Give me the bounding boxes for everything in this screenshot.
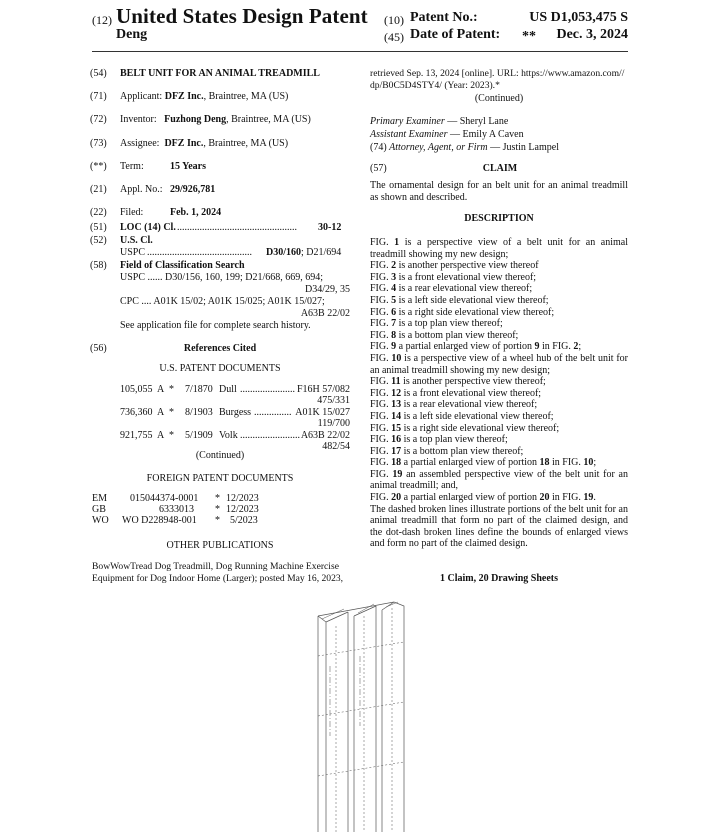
- fig-desc: FIG. 16 is a top plan view thereof;: [370, 434, 508, 446]
- primary-examiner-name: — Sheryl Lane: [444, 116, 509, 127]
- filed-label: Filed:: [120, 207, 144, 218]
- us-doc-row: [120, 384, 153, 395]
- drawing-dashed-lines: [318, 608, 404, 832]
- field-cpc: CPC .... A01K 15/02; A01K 15/025; A01K 15/027;: [120, 296, 325, 307]
- us-doc-no: 921,755: [120, 430, 153, 441]
- fig-desc: FIG. 2 is another perspective view thereof: [370, 260, 539, 272]
- uscl-secondary: ; D21/694: [301, 247, 342, 258]
- retrieved-line-1: retrieved Sep. 13, 2024 [online]. URL: https://www.amazon.com//: [370, 68, 625, 79]
- dashed-lines-note: The dashed broken lines illustrate portions of the belt unit for an animal treadmill that form no part of the claimed design, and the dot-dash broken lines define the bounds of enlarged views and form no part of the claimed design.: [370, 503, 628, 550]
- description-heading: DESCRIPTION: [464, 213, 534, 224]
- patent-no-num: (10): [384, 13, 404, 27]
- us-doc-star: *: [169, 407, 174, 418]
- term-code: (**): [90, 161, 107, 172]
- us-doc-no: 736,360: [120, 407, 153, 418]
- us-doc-date: 5/1909: [185, 430, 213, 441]
- other-pubs-label: OTHER PUBLICATIONS: [166, 540, 274, 551]
- uscl-label: U.S. Cl.: [120, 235, 153, 246]
- assignee-location: , Braintree, MA (US): [203, 138, 289, 149]
- assignee-name: DFZ Inc.: [164, 138, 204, 149]
- kind-code-num: (12): [92, 13, 112, 27]
- belt-unit-drawing: [300, 596, 420, 832]
- fig-desc: FIG. 5 is a left side elevational view thereof;: [370, 294, 549, 306]
- attorney-name: — Justin Lampel: [487, 142, 559, 153]
- applicant-line: [120, 91, 288, 102]
- us-doc-kind: A: [157, 384, 165, 395]
- uscl-primary: D30/160: [266, 247, 301, 258]
- field-see: See application file for complete search history.: [120, 320, 311, 331]
- other-pub-line-1: BowWowTread Dog Treadmill, Dog Running Machine Exercise: [92, 561, 339, 572]
- filed-code: (22): [90, 207, 107, 218]
- us-doc-star: *: [169, 430, 174, 441]
- appl-code: (21): [90, 184, 107, 195]
- other-pub-line-2: Equipment for Dog Indoor Home (Larger); posted May 16, 2023,: [92, 573, 344, 584]
- drawing-top-edge: [322, 602, 398, 619]
- patent-no-label: Patent No.:: [410, 10, 478, 25]
- foreign-doc-date: 5/2023: [230, 515, 258, 526]
- us-doc-dots: ........................: [240, 430, 300, 441]
- assignee-code: (73): [90, 138, 107, 149]
- header-rule: [92, 51, 628, 52]
- attorney-code: (74): [370, 142, 390, 153]
- claim-heading: CLAIM: [482, 163, 518, 174]
- pubs-continued: (Continued): [474, 93, 524, 104]
- us-doc-class: A63B 22/02: [300, 430, 350, 441]
- us-doc-name: Burgess: [219, 407, 252, 418]
- assistant-examiner-label: Assistant Examiner: [370, 129, 448, 140]
- fig-desc: FIG. 10 is a perspective view of a wheel hub of the belt unit for an animal treadmill showing my new design;: [370, 352, 629, 376]
- us-doc-name: Dull: [219, 384, 237, 395]
- fig-desc: FIG. 11 is another perspective view thereof;: [370, 376, 546, 388]
- appl-label: Appl. No.:: [120, 184, 163, 195]
- foreign-doc-date: 12/2023: [226, 493, 259, 504]
- inventor-location: , Braintree, MA (US): [226, 114, 311, 125]
- attorney: [370, 142, 559, 153]
- claims-sheets-count: 1 Claim, 20 Drawing Sheets: [439, 573, 559, 584]
- attorney-label: Attorney, Agent, or Firm: [389, 142, 488, 153]
- fig-desc: FIG. 8 is a bottom plan view thereof;: [370, 329, 519, 341]
- fig-desc: FIG. 19 an assembled perspective view of the belt unit for an animal treadmill; and,: [370, 468, 628, 492]
- assistant-examiner: [370, 129, 524, 140]
- field-cpc-cont: A63B 22/02: [300, 308, 350, 319]
- assistant-examiner-name: — Emily A Caven: [447, 129, 524, 140]
- primary-examiner-label: Primary Examiner: [370, 116, 445, 127]
- inventor-code: (72): [90, 114, 107, 125]
- uscl-code: (52): [90, 235, 107, 246]
- applicant-name: DFZ Inc.: [164, 91, 204, 102]
- retrieved-line-2: dp/B0C5D4STY4/ (Year: 2023).*: [370, 80, 500, 91]
- us-doc-kind: A: [157, 407, 165, 418]
- refs-label: References Cited: [183, 343, 257, 354]
- us-doc-date: 8/1903: [185, 407, 213, 418]
- us-doc-class2: 475/331: [317, 395, 350, 406]
- fig-desc: FIG. 17 is a bottom plan view thereof;: [370, 445, 524, 457]
- us-doc-class: A01K 15/027: [295, 407, 350, 418]
- us-doc-dots: ......................: [240, 384, 295, 395]
- drawing-outline: [318, 602, 404, 832]
- foreign-doc-date: 12/2023: [226, 504, 259, 515]
- primary-examiner: [370, 116, 508, 127]
- filed-value: Feb. 1, 2024: [170, 207, 222, 218]
- us-doc-no: 105,055: [120, 384, 153, 395]
- us-doc-date: 7/1870: [185, 384, 213, 395]
- foreign-doc-country: EM: [92, 493, 107, 504]
- loc-value: 30-12: [318, 222, 342, 233]
- fig-desc: FIG. 4 is a rear elevational view thereof;: [370, 283, 533, 295]
- loc-code: (51): [90, 222, 107, 233]
- fig-desc: FIG. 20 a partial enlarged view of portion 20 in FIG. 19.: [370, 492, 596, 504]
- field-code: (58): [90, 260, 107, 271]
- us-docs-label: U.S. PATENT DOCUMENTS: [159, 363, 281, 374]
- design-title: BELT UNIT FOR AN ANIMAL TREADMILL: [120, 68, 320, 79]
- applicant-label: Applicant:: [120, 91, 163, 102]
- us-doc-class2: 119/700: [317, 418, 350, 429]
- patent-type-title: United States Design Patent: [116, 4, 368, 28]
- fig-desc: FIG. 18 a partial enlarged view of portion 18 in FIG. 10;: [370, 457, 597, 469]
- term-label: Term:: [120, 161, 144, 172]
- us-doc-class2: 482/54: [322, 441, 350, 452]
- foreign-doc-country: GB: [92, 504, 106, 515]
- appl-value: 29/926,781: [170, 184, 216, 195]
- us-doc-name: Volk: [219, 430, 238, 441]
- date-label: Date of Patent:: [410, 27, 501, 42]
- drawing-dot-dash: [330, 656, 360, 736]
- inventor-surname: Deng: [116, 27, 148, 42]
- foreign-doc-no: 015044374-0001: [130, 493, 199, 504]
- applicant-code: (71): [90, 91, 107, 102]
- foreign-doc-star: *: [215, 493, 220, 504]
- assignee-line: [120, 138, 288, 149]
- fig-desc: FIG. 1 is a perspective view of a belt unit for an animal treadmill showing my new design;: [370, 237, 628, 260]
- us-doc-kind: A: [157, 430, 165, 441]
- fig-desc: FIG. 9 a partial enlarged view of portion 9 in FIG. 2;: [370, 341, 582, 353]
- fig-desc: FIG. 14 is a left side elevational view thereof;: [370, 410, 554, 422]
- uscl-values: [266, 247, 341, 258]
- term-value: 15 Years: [170, 161, 207, 172]
- title-code: (54): [90, 68, 107, 79]
- date-mark: **: [522, 29, 536, 44]
- foreign-doc-star: *: [215, 504, 220, 515]
- foreign-doc-star: *: [215, 515, 220, 526]
- us-doc-dots: ...............: [254, 407, 292, 418]
- uscl-dots: ..........................................: [147, 247, 252, 258]
- foreign-doc-no: WO D228948-001: [122, 515, 197, 526]
- field-label: Field of Classification Search: [120, 260, 245, 271]
- claim-text: The ornamental design for an belt unit for an animal treadmill as shown and described.: [370, 180, 628, 203]
- foreign-doc-no: 6333013: [159, 504, 194, 515]
- fig-desc: FIG. 7 is a top plan view thereof;: [370, 318, 503, 330]
- us-doc-star: *: [169, 384, 174, 395]
- patent-number: US D1,053,475 S: [529, 10, 628, 25]
- fig-desc: FIG. 6 is a right side elevational view thereof;: [370, 306, 555, 318]
- fig-desc: FIG. 15 is a right side elevational view thereof;: [370, 422, 560, 434]
- field-uspc: USPC ...... D30/156, 160, 199; D21/668, 669, 694;: [120, 272, 324, 283]
- fig-desc: FIG. 3 is a front elevational view thereof;: [370, 271, 537, 283]
- assignee-label: Assignee:: [120, 138, 160, 149]
- foreign-doc-country: WO: [92, 515, 109, 526]
- us-docs-continued: (Continued): [195, 450, 245, 461]
- fig-desc: FIG. 13 is a rear elevational view thereof;: [370, 399, 538, 411]
- refs-code: (56): [90, 343, 107, 354]
- us-doc-class: F16H 57/082: [296, 384, 350, 395]
- figure-descriptions: [370, 237, 628, 550]
- inventor-label: Inventor:: [120, 114, 157, 125]
- date-num: (45): [384, 30, 404, 44]
- foreign-docs-label: FOREIGN PATENT DOCUMENTS: [146, 473, 294, 484]
- inventor-line: [120, 114, 311, 125]
- loc-label: LOC (14) Cl.: [120, 222, 176, 233]
- claim-code: (57): [370, 163, 387, 174]
- field-uspc-cont: D34/29, 35: [305, 284, 350, 295]
- patent-date: Dec. 3, 2024: [556, 27, 628, 42]
- fig-desc: FIG. 12 is a front elevational view thereof;: [370, 387, 542, 399]
- applicant-location: , Braintree, MA (US): [203, 91, 289, 102]
- loc-dots: ................................................: [177, 222, 297, 233]
- uscl-uspc: USPC: [120, 247, 146, 258]
- inventor-name: Fuzhong Deng: [164, 114, 227, 125]
